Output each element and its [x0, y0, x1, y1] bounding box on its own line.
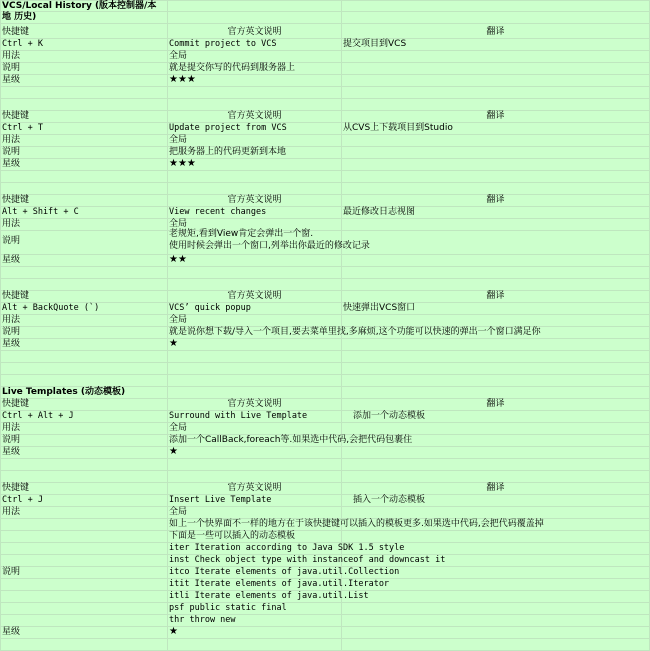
- grid-row-line: [0, 74, 650, 75]
- header-translation: 翻译: [486, 27, 505, 37]
- star-rating: ★: [169, 338, 178, 349]
- usage-value: 全局: [169, 315, 188, 325]
- shortcut-value: Ctrl + Alt + J: [2, 411, 74, 421]
- desc-line: 把服务器上的代码更新到本地: [169, 147, 287, 157]
- star-rating: ★★: [169, 254, 187, 265]
- desc-line: 使用时候会弹出一个窗口,列举出你最近的修改记录: [169, 241, 370, 251]
- grid-row-line: [0, 266, 650, 267]
- grid-row-line: [0, 50, 650, 51]
- usage-value: 全局: [169, 423, 188, 433]
- grid-row-line: [0, 350, 650, 351]
- shortcut-value: Alt + Shift + C: [2, 207, 79, 217]
- translation-value: 插入一个动态模板: [353, 495, 426, 505]
- desc-line: 就是说你想下载/导入一个项目,要去菜单里找,多麻烦,这个功能可以快速的弹出一个窗口满足你: [169, 327, 541, 337]
- header-shortcut: 快捷键: [2, 27, 30, 37]
- grid-row-line: [0, 86, 650, 87]
- grid-row-line: [0, 470, 650, 471]
- grid-row-line: [0, 314, 650, 315]
- desc-label: 说明: [2, 327, 21, 337]
- grid-row-line: [0, 230, 650, 231]
- grid-row-line: [0, 410, 650, 411]
- desc-line: psf public static final: [169, 603, 287, 613]
- grid-row-line: [0, 23, 650, 24]
- header-official: 官方英文说明: [227, 483, 282, 493]
- header-translation: 翻译: [486, 399, 505, 409]
- official-description: View recent changes: [169, 207, 267, 217]
- grid-row-line: [0, 446, 650, 447]
- usage-label: 用法: [2, 51, 21, 61]
- stars-label: 星级: [2, 627, 21, 637]
- stars-label: 星级: [2, 447, 21, 457]
- translation-value: 从CVS上下载项目到Studio: [343, 123, 453, 133]
- grid-row-line: [0, 602, 650, 603]
- grid-row-line: [0, 182, 650, 183]
- header-translation: 翻译: [486, 483, 505, 493]
- star-rating: ★★★: [169, 74, 196, 85]
- desc-label: 说明: [2, 567, 21, 577]
- usage-label: 用法: [2, 219, 21, 229]
- shortcut-value: Ctrl + T: [2, 123, 43, 133]
- grid-row-line: [0, 530, 650, 531]
- grid-row-line: [0, 218, 650, 219]
- desc-label: 说明: [2, 63, 21, 73]
- grid-row-line: [0, 638, 650, 639]
- grid-col-line: [0, 0, 1, 651]
- grid-row-line: [0, 38, 650, 39]
- stars-label: 星级: [2, 75, 21, 85]
- usage-value: 全局: [169, 219, 188, 229]
- header-shortcut: 快捷键: [2, 399, 30, 409]
- section-title: VCS/Local History (版本控制器/本地 历史): [2, 1, 157, 22]
- usage-value: 全局: [169, 51, 188, 61]
- desc-line: itit Iterate elements of java.util.Iterator: [169, 579, 390, 589]
- grid-row-line: [0, 254, 650, 255]
- usage-label: 用法: [2, 315, 21, 325]
- official-description: VCS’ quick popup: [169, 303, 251, 313]
- grid-row-line: [0, 134, 650, 135]
- header-translation: 翻译: [486, 291, 505, 301]
- grid-row-line: [0, 422, 650, 423]
- header-shortcut: 快捷键: [2, 483, 30, 493]
- stars-label: 星级: [2, 255, 21, 265]
- grid-row-line: [0, 278, 650, 279]
- translation-value: 添加一个动态模板: [353, 411, 426, 421]
- translation-value: 快速弹出VCS窗口: [343, 303, 416, 313]
- grid-row-line: [0, 170, 650, 171]
- shortcut-value: Ctrl + K: [2, 39, 43, 49]
- header-shortcut: 快捷键: [2, 111, 30, 121]
- grid-row-line: [0, 62, 650, 63]
- official-description: Commit project to VCS: [169, 39, 277, 49]
- desc-line: thr throw new: [169, 615, 236, 625]
- translation-value: 提交项目到VCS: [343, 39, 407, 49]
- header-shortcut: 快捷键: [2, 291, 30, 301]
- desc-line: 如上一个快界面不一样的地方在于该快捷键可以插入的模板更多.如果选中代码,会把代码覆盖掉: [169, 519, 544, 529]
- star-rating: ★: [169, 626, 178, 637]
- header-official: 官方英文说明: [227, 27, 282, 37]
- stars-label: 星级: [2, 159, 21, 169]
- grid-row-line: [0, 122, 650, 123]
- header-official: 官方英文说明: [227, 291, 282, 301]
- grid-row-line: [0, 494, 650, 495]
- stars-label: 星级: [2, 339, 21, 349]
- desc-line: 老规矩,看到View肯定会弹出一个窗.: [169, 229, 314, 239]
- star-rating: ★: [169, 446, 178, 457]
- header-official: 官方英文说明: [227, 195, 282, 205]
- usage-label: 用法: [2, 423, 21, 433]
- header-shortcut: 快捷键: [2, 195, 30, 205]
- desc-line: iter Iteration according to Java SDK 1.5 style: [169, 543, 405, 553]
- desc-label: 说明: [2, 236, 21, 246]
- grid-col-line: [167, 0, 168, 651]
- usage-label: 用法: [2, 135, 21, 145]
- grid-row-line: [0, 458, 650, 459]
- official-description: Insert Live Template: [169, 495, 272, 505]
- desc-line: itli Iterate elements of java.util.List: [169, 591, 369, 601]
- usage-value: 全局: [169, 135, 188, 145]
- shortcut-value: Alt + BackQuote (`): [2, 303, 100, 313]
- desc-label: 说明: [2, 435, 21, 445]
- desc-line: itco Iterate elements of java.util.Collection: [169, 567, 400, 577]
- desc-line: 添加一个CallBack,foreach等.如果选中代码,会把代码包裹住: [169, 435, 413, 445]
- desc-line: 下面是一些可以插入的动态模板: [169, 531, 296, 541]
- grid-row-line: [0, 362, 650, 363]
- grid-row-line: [0, 206, 650, 207]
- official-description: Update project from VCS: [169, 123, 287, 133]
- grid-row-line: [0, 98, 650, 99]
- header-official: 官方英文说明: [227, 399, 282, 409]
- official-description: Surround with Live Template: [169, 411, 308, 421]
- grid-row-line: [0, 146, 650, 147]
- grid-row-line: [0, 626, 650, 627]
- header-translation: 翻译: [486, 111, 505, 121]
- grid-row-line: [0, 614, 650, 615]
- grid-row-line: [0, 506, 650, 507]
- grid-row-line: [0, 338, 650, 339]
- grid-row-line: [0, 374, 650, 375]
- grid-row-line: [0, 158, 650, 159]
- desc-line: inst Check object type with instanceof and downcast it: [169, 555, 446, 565]
- usage-label: 用法: [2, 507, 21, 517]
- shortcut-value: Ctrl + J: [2, 495, 43, 505]
- desc-line: 就是提交你写的代码到服务器上: [169, 63, 296, 73]
- star-rating: ★★★: [169, 158, 196, 169]
- usage-value: 全局: [169, 507, 188, 517]
- desc-label: 说明: [2, 147, 21, 157]
- header-translation: 翻译: [486, 195, 505, 205]
- header-official: 官方英文说明: [227, 111, 282, 121]
- section-title: Live Templates (动态模板): [2, 387, 126, 397]
- translation-value: 最近修改日志视图: [343, 207, 416, 217]
